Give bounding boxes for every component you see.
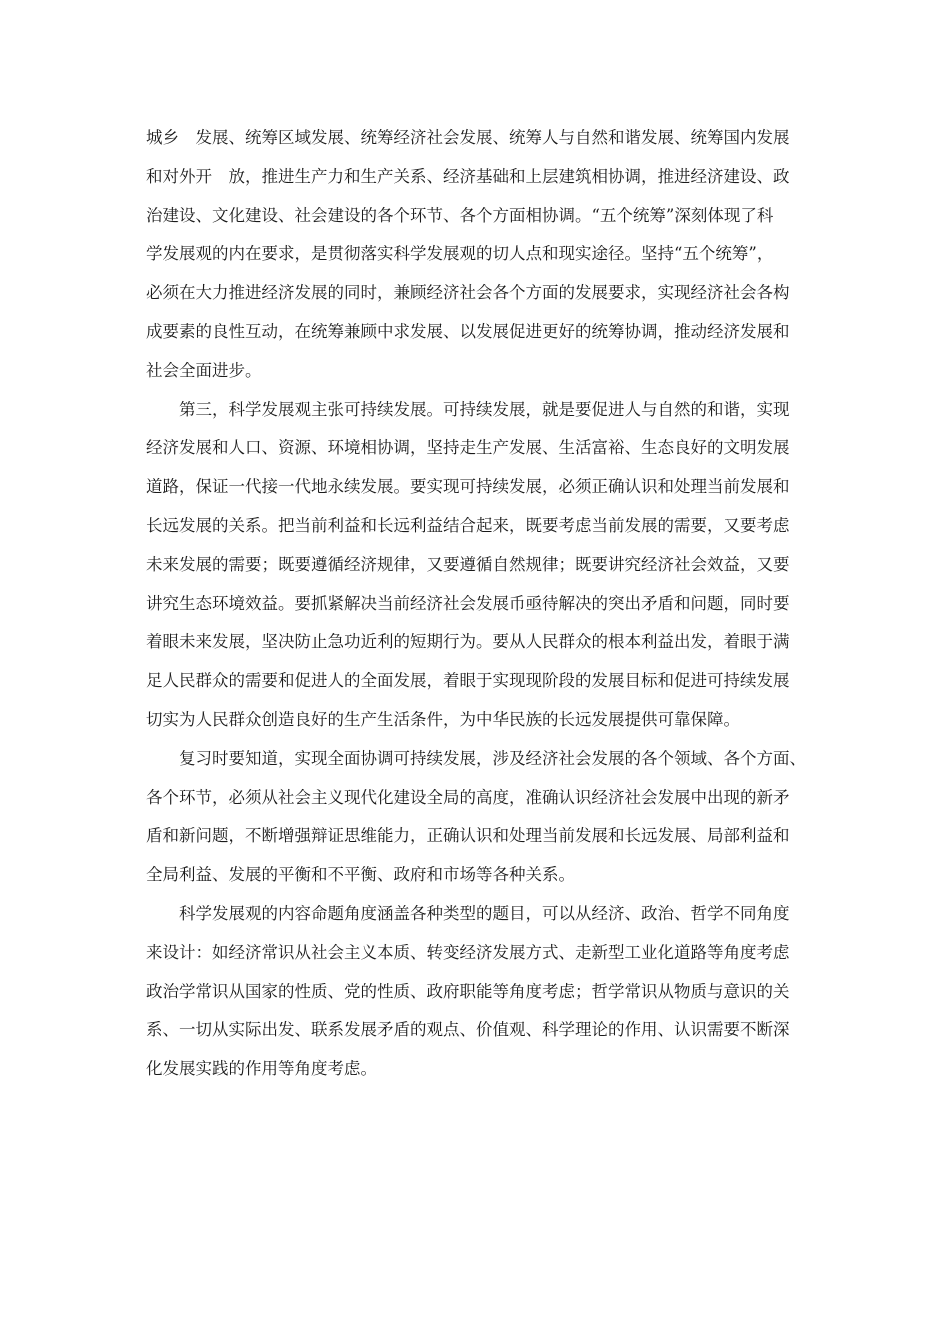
text-line: 未来发展的需要；既要遵循经济规律，又要遵循自然规律；既要讲究经济社会效益，又要 — [146, 554, 790, 574]
text-line: 长远发展的关系。把当前利益和长远利益结合起来，既要考虑当前发展的需要，又要考虑 — [146, 515, 790, 535]
text-line: 和对外开 放，推进生产力和生产关系、经济基础和上层建筑相协调，推进经济建设、政 — [146, 166, 790, 186]
text-line: 着眼未来发展，坚决防止急功近利的短期行为。要从人民群众的根本利益出发，着眼于满 — [146, 632, 790, 652]
text-line: 政治学常识从国家的性质、党的性质、政府职能等角度考虑；哲学常识从物质与意识的关 — [146, 981, 790, 1001]
text-line: 治建设、文化建设、社会建设的各个环节、各个方面相协调。“五个统筹”深刻体现了科 — [146, 205, 774, 225]
text-line: 足人民群众的需要和促进人的全面发展，着眼于实现现阶段的发展目标和促进可持续发展 — [146, 671, 790, 691]
text-line: 切实为人民群众创造良好的生产生活条件，为中华民族的长远发展提供可靠保障。 — [146, 709, 740, 729]
text-line: 来设计：如经济常识从社会主义本质、转变经济发展方式、走新型工业化道路等角度考虑 — [146, 942, 790, 962]
text-line: 成要素的良性互动，在统筹兼顾中求发展、以发展促进更好的统筹协调，推动经济发展和 — [146, 321, 790, 341]
text-line: 各个环节，必须从社会主义现代化建设全局的高度，准确认识经济社会发展中出现的新矛 — [146, 787, 790, 807]
text-line: 道路，保证一代接一代地永续发展。要实现可持续发展，必须正确认识和处理当前发展和 — [146, 477, 790, 497]
text-line: 盾和新问题，不断增强辩证思维能力，正确认识和处理当前发展和长远发展、局部利益和 — [146, 826, 790, 846]
text-line: 经济发展和人口、资源、环境相协调，坚持走生产发展、生活富裕、生态良好的文明发展 — [146, 438, 790, 458]
text-line: 必须在大力推进经济发展的同时，兼顾经济社会各个方面的发展要求，实现经济社会各构 — [146, 283, 790, 303]
body-text — [146, 119, 822, 1089]
text-line: 化发展实践的作用等角度考虑。 — [146, 1059, 377, 1079]
text-line: 讲究生态环境效益。要抓紧解决当前经济社会发展币亟待解决的突出矛盾和问题，同时要 — [146, 593, 790, 613]
text-line: 学发展观的内在要求，是贯彻落实科学发展观的切人点和现实途径。坚持“五个统筹”， — [146, 244, 774, 264]
paragraph-start-line: 复习时要知道，实现全面协调可持续发展，涉及经济社会发展的各个领域、各个方面、 — [179, 748, 806, 768]
text-line: 全局利益、发展的平衡和不平衡、政府和市场等各种关系。 — [146, 865, 575, 885]
text-line: 社会全面进步。 — [146, 360, 262, 380]
text-line: 城乡 发展、统筹区域发展、统筹经济社会发展、统筹人与自然和谐发展、统筹国内发展 — [146, 128, 790, 147]
paragraph-start-line: 科学发展观的内容命题角度涵盖各种类型的题目，可以从经济、政治、哲学不同角度 — [179, 903, 790, 923]
text-line: 系、一切从实际出发、联系发展矛盾的观点、价值观、科学理论的作用、认识需要不断深 — [146, 1020, 790, 1040]
paragraph-start-line: 第三，科学发展观主张可持续发展。可持续发展，就是要促进人与自然的和谐，实现 — [179, 399, 790, 419]
